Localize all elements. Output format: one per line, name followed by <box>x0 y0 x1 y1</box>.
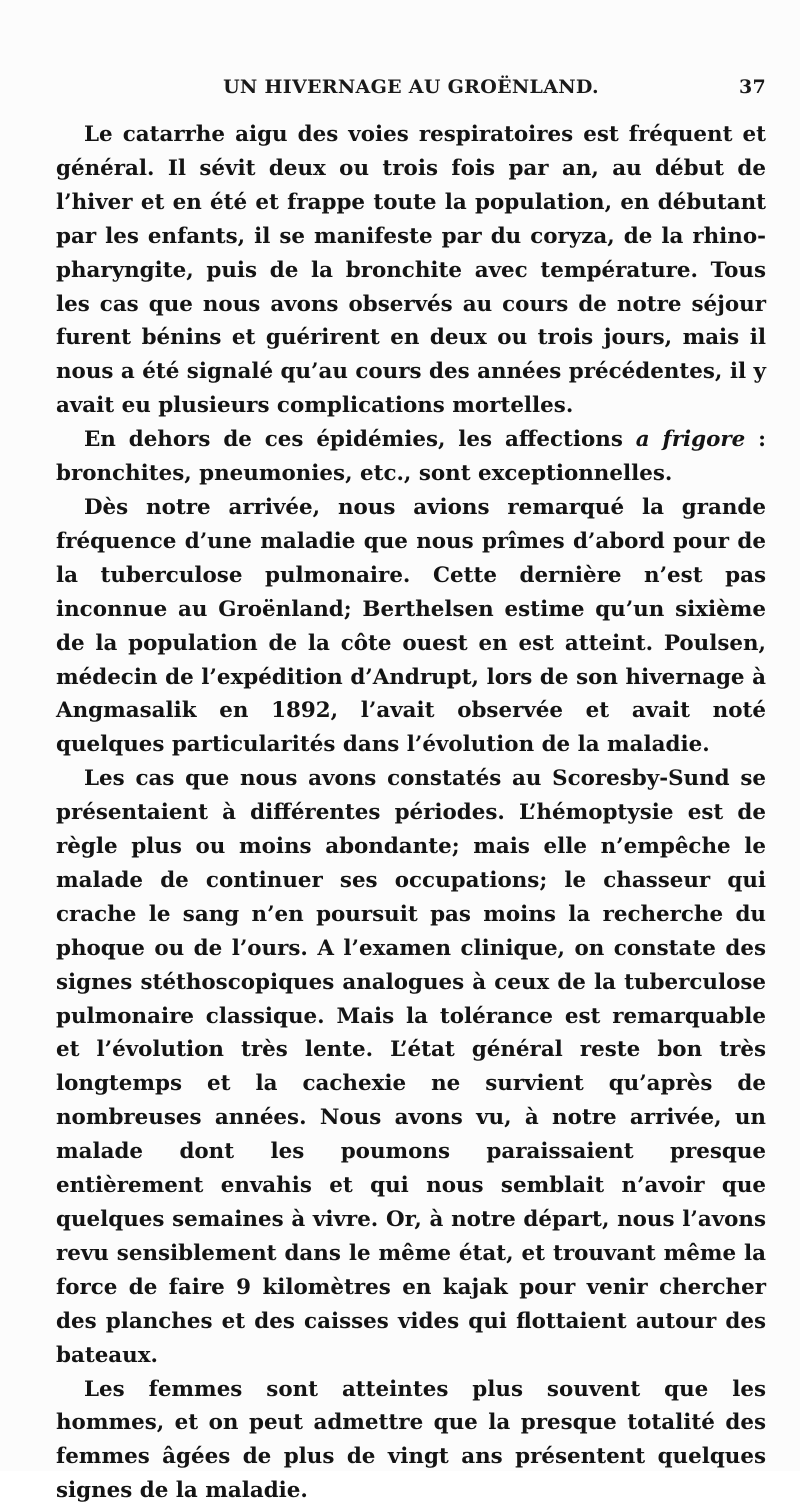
running-head-title: UN HIVERNAGE AU GROËNLAND. <box>223 76 599 98</box>
page-number: 37 <box>738 76 766 98</box>
paragraph-femmes: Les femmes sont atteintes plus souvent que les hommes, et on peut admettre que la presque totalité des femmes âgées de plus de vingt ans présentent quelques signes de la maladie. <box>56 1376 766 1504</box>
paragraph-catarrhe: Le catarrhe aigu des voies respiratoires est fréquent et général. Il sévit deux ou trois fois par an, au début de l’hiver et en été et frappe toute la population, en débutant par les enfants, il se manifeste par du coryza, de la rhino-pharyngite, puis de la bronchite avec température. Tous les cas que nous avons observés au cours de notre séjour furent bénins et guérirent en deux ou trois jours, mais il nous a été signalé qu’au cours des années précédentes, il y avait eu plusieurs complications mortelles. <box>56 122 766 419</box>
paragraph-scoresby-sund: Les cas que nous avons constatés au Scoresby-Sund se présentaient à différentes périodes. L’hémoptysie est de règle plus ou moins abondante; mais elle n’empêche le malade de continuer ses occupations; le chasseur qui crache le sang n’en poursuit pas moins la recherche du phoque ou de l’ours. A l’examen clinique, on constate des signes stéthoscopiques analogues à ceux de la tuberculose pulmonaire classique. Mais la tolérance est remarquable et l’évolution très lente. L’état général reste bon très longtemps et la cachexie ne survient qu’après de nombreuses années. Nous avons vu, à notre arrivée, un malade dont les poumons paraissaient presque entièrement envahis et qui nous semblait n’avoir que quelques semaines à vivre. Or, à notre départ, nous l’avons revu sensiblement dans le même état, et trouvant même la force de faire 9 kilomètres en kajak pour venir chercher des planches et des caisses vides qui flottaient autour des bateaux. <box>56 766 766 1368</box>
paragraph-tuberculose: Dès notre arrivée, nous avions remarqué la grande fréquence d’une maladie que nous prîmes d’abord pour de la tuberculose pulmonaire. Cette dernière n’est pas inconnue au Groënland; Berthelsen estime qu’un sixième de la population de la côte ouest en est atteint. Poulsen, médecin de l’expédition d’Andrupt, lors de son hivernage à Angmasalik en 1892, l’avait observée et avait noté quelques particularités dans l’évolution de la maladie. <box>56 494 766 758</box>
paragraph-affections-end: : bronchites, pneumonies, etc., sont exceptionnelles. <box>56 427 767 487</box>
body-text <box>56 118 766 1508</box>
running-head <box>56 76 766 110</box>
paragraph-affections <box>56 423 766 491</box>
latin-term-a-frigore: a frigore <box>635 427 746 453</box>
paragraph-affections-start: En dehors de ces épidémies, les affections <box>84 427 636 453</box>
